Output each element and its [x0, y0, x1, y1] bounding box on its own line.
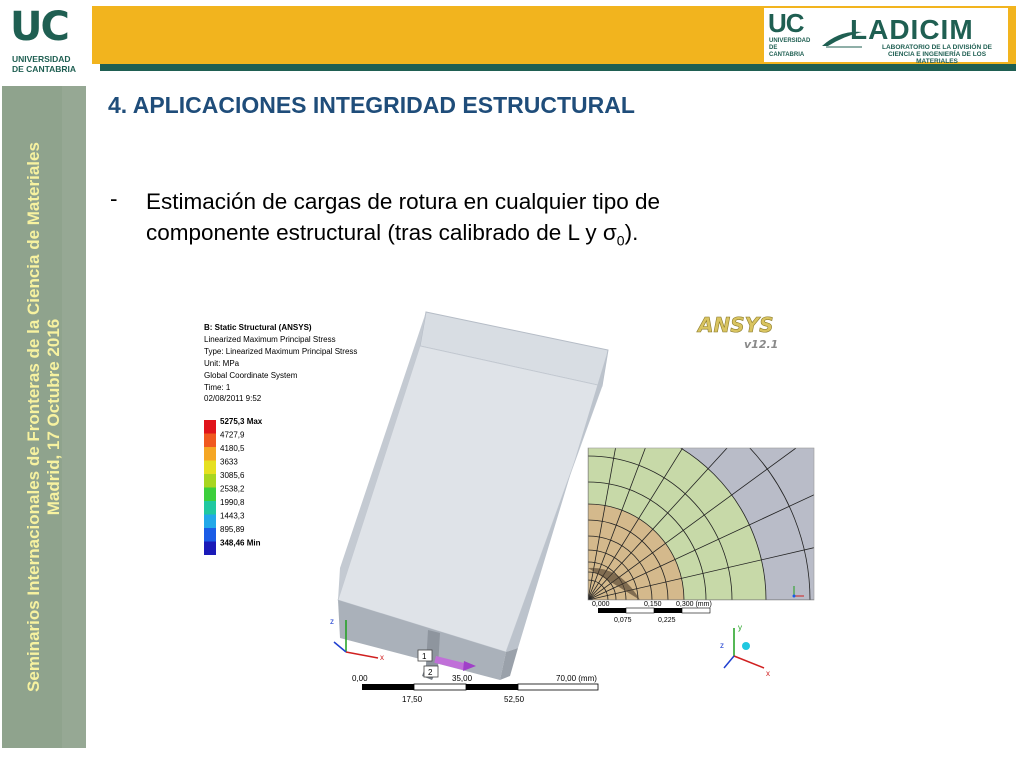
legend-label: 895,89 — [220, 525, 245, 534]
scale-inset-b0: 0,075 — [614, 617, 632, 624]
bullet-end: ). — [624, 220, 639, 245]
bullet-line1: Estimación de cargas de rotura en cualquier tipo de — [146, 189, 661, 214]
scale-inset-t2: 0,300 (mm) — [676, 601, 712, 608]
coordinate-triad-inset — [720, 623, 770, 678]
triad-inset-z-label: z — [720, 641, 724, 650]
ladicim-wordmark: LADICIM — [850, 14, 974, 45]
scale-main-b0: 17,50 — [402, 695, 423, 704]
legend-swatch — [204, 542, 216, 556]
legend-label: 1990,8 — [220, 498, 245, 507]
uc-small-logo — [768, 10, 814, 58]
info-line-3: Unit: MPa — [204, 359, 240, 368]
sidebar-caption — [24, 97, 64, 737]
legend-swatch — [204, 488, 216, 502]
uc-small-mark: UC — [768, 8, 804, 38]
sidebar-caption-line2: Madrid, 17 Octubre 2016 — [44, 318, 63, 516]
stress-legend — [204, 417, 263, 555]
info-line-4: Global Coordinate System — [204, 371, 298, 380]
legend-label: 2538,2 — [220, 484, 245, 494]
bullet-marker: - — [110, 186, 118, 211]
uc-logo-text — [12, 54, 76, 74]
uc-small-line1: UNIVERSIDAD — [769, 38, 811, 44]
legend-label: 1443,3 — [220, 511, 245, 521]
uc-logo-line2: DE CANTABRIA — [12, 64, 77, 74]
bullet-subscript: 0 — [616, 232, 625, 249]
uc-small-line2: DE CANTABRIA — [769, 45, 805, 58]
bullet-text — [146, 186, 836, 257]
scale-main-t0: 0,00 — [352, 674, 368, 683]
sidebar-caption-line1: Seminarios Internacionales de Fronteras de la Ciencia de Materiales — [24, 142, 43, 692]
info-line-6: 02/08/2011 9:52 — [204, 394, 262, 403]
uc-small-text — [769, 38, 814, 59]
legend-swatch — [204, 461, 216, 475]
marker-1: 1 — [422, 652, 427, 661]
legend-swatch — [204, 474, 216, 488]
header-bar-underline — [100, 64, 1016, 71]
scale-main-t2: 70,00 (mm) — [556, 674, 597, 683]
scale-bar-main — [352, 674, 598, 704]
legend-swatch — [204, 447, 216, 461]
triad-inset-x-label: x — [766, 669, 770, 678]
legend-swatch — [204, 515, 216, 529]
legend-label: 5275,3 Max — [220, 417, 263, 426]
info-title: B: Static Structural (ANSYS) — [204, 323, 312, 332]
legend-swatch — [204, 434, 216, 448]
legend-swatch — [204, 528, 216, 542]
uc-logo-line1: UNIVERSIDAD — [12, 54, 71, 64]
legend-label: 3085,6 — [220, 471, 245, 480]
ansys-figure — [200, 308, 820, 712]
scale-bar-inset — [592, 601, 712, 624]
ladicim-sub-line2: CIENCIA E INGENIERÍA DE LOS MATERIALES — [887, 51, 987, 65]
ladicim-sub-line1: LABORATORIO DE LA DIVISIÓN DE — [881, 44, 993, 51]
ladicim-logo — [820, 10, 1004, 65]
info-line-5: Time: 1 — [204, 383, 231, 392]
ansys-logo-brand: ANSYS — [698, 313, 774, 337]
ansys-logo — [696, 313, 778, 351]
ladicim-subtitle — [870, 44, 1004, 65]
uc-logo-mark: UC — [10, 4, 68, 50]
legend-label: 4727,9 — [220, 430, 245, 440]
scale-inset-t0: 0,000 — [592, 601, 610, 608]
ansys-figure-svg — [200, 308, 820, 712]
scale-main-t1: 35,00 — [452, 674, 473, 683]
triad-main-x-label: x — [380, 653, 384, 662]
ansys-logo-version: v12.1 — [744, 338, 779, 351]
scale-inset-b1: 0,225 — [658, 617, 676, 624]
uc-logo — [10, 4, 82, 76]
partner-logos — [764, 8, 1008, 65]
marker-2: 2 — [428, 668, 433, 677]
legend-label: 348,46 Min — [220, 538, 261, 548]
triad-main-z-label: z — [330, 617, 334, 626]
info-line-1: Linearized Maximum Principal Stress — [204, 335, 336, 344]
legend-label: 4180,5 — [220, 444, 245, 453]
legend-label: 3633 — [220, 457, 238, 467]
legend-swatch — [204, 420, 216, 434]
scale-inset-t1: 0,150 — [644, 601, 662, 608]
bullet-line2: componente estructural (tras calibrado de L y σ — [146, 220, 617, 245]
triad-inset-y-label: y — [738, 623, 742, 632]
scale-main-b1: 52,50 — [504, 695, 525, 704]
info-line-2: Type: Linearized Maximum Principal Stress — [204, 347, 358, 356]
structural-block-model — [338, 312, 608, 680]
slide-title: 4. APLICACIONES INTEGRIDAD ESTRUCTURAL — [108, 92, 635, 118]
legend-swatch — [204, 501, 216, 515]
